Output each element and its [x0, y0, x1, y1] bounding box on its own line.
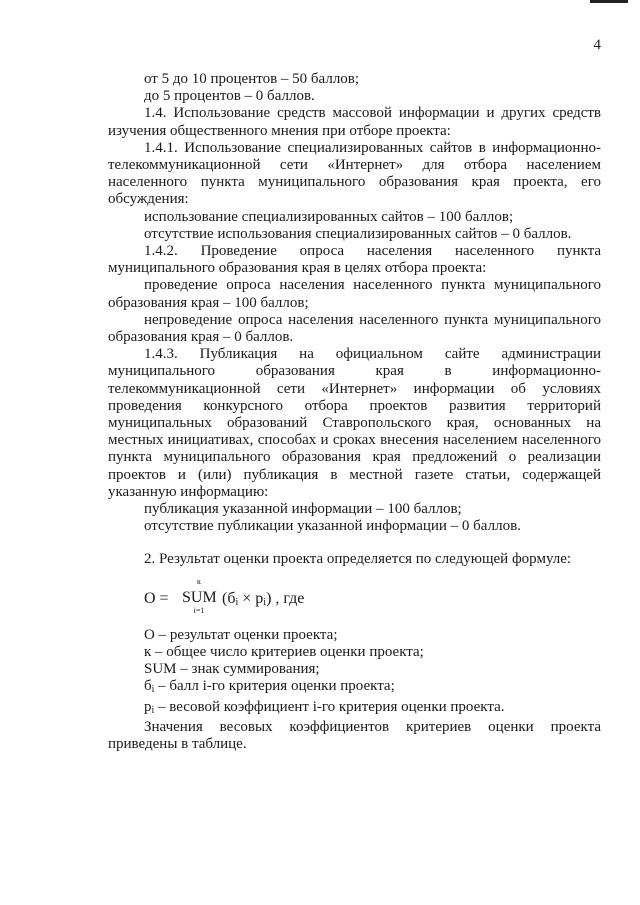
sum-operator — [182, 577, 216, 615]
corner-mark — [590, 0, 628, 3]
section-1-4-2: 1.4.2. Проведение опроса населения населенного пункта муниципального образования края в целях отбора проекта: — [108, 243, 601, 277]
formula — [108, 577, 601, 617]
line-survey-0: непроведение опроса населения населенного пункта муниципального образования края – 0 баллов. — [108, 311, 601, 346]
document-body — [108, 71, 601, 753]
formula-args: $(б_i \times р_i)$ , где — [222, 589, 305, 608]
line-survey-100: проведение опроса населения населенного пункта муниципального образования края – 100 баллов; — [108, 277, 601, 311]
legend-o: О – результат оценки проекта; — [144, 626, 338, 643]
section-2: 2. Результат оценки проекта определяется по следующей формуле: — [144, 551, 572, 568]
formula-lhs: О = — [144, 589, 169, 607]
page-number: 4 — [593, 37, 601, 53]
legend-p: $р_i$ – весовой коэффициент i-го критерия оценки проекта. — [144, 698, 505, 716]
section-1-4-3: 1.4.3. Публикация на официальном сайте администрации муниципального образования края в информационно-телекоммуникационной сети «Интернет» информации об условиях проведения конкурсного отбора проектов развития территорий муниципальных образований Ставропольского края, основанных на местных инициативах, способах и сроках внесения населением населенного пункта муниципального образования края предложений о реализации проектов и (или) публикация в местной газете статьи, содержащей указанную информацию: — [108, 346, 601, 500]
closing-paragraph: Значения весовых коэффициентов критериев оценки проекта приведены в таблице. — [108, 718, 601, 752]
legend-b: $б_i$ – балл i-го критерия оценки проекта; — [144, 678, 395, 696]
line-sites-100: использование специализированных сайтов – 100 баллов; — [144, 208, 514, 225]
sum-upper-limit: к — [197, 576, 201, 586]
line-score-0: до 5 процентов – 0 баллов. — [144, 88, 315, 105]
line-sites-0: отсутствие использования специализированных сайтов – 0 баллов. — [144, 225, 572, 242]
section-1-4: 1.4. Использование средств массовой информации и других средств изучения общественного мнения при отборе проекта: — [108, 105, 601, 139]
section-1-4-1: 1.4.1. Использование специализированных сайтов в информационно-телекоммуникационной сети «Интернет» для отбора населением населенного пункта муниципального образования края проекта, его обсуждения: — [108, 139, 601, 208]
legend-sum: SUM – знак суммирования; — [144, 661, 320, 678]
formula-legend — [108, 627, 601, 719]
line-publication-100: публикация указанной информации – 100 баллов; — [144, 501, 462, 518]
sum-symbol: SUM — [182, 588, 217, 606]
legend-k: к – общее число критериев оценки проекта; — [144, 643, 424, 660]
line-publication-0: отсутствие публикации указанной информации – 0 баллов. — [144, 518, 521, 535]
line-score-50: от 5 до 10 процентов – 50 баллов; — [144, 71, 360, 87]
sum-lower-limit: i=1 — [193, 605, 205, 615]
